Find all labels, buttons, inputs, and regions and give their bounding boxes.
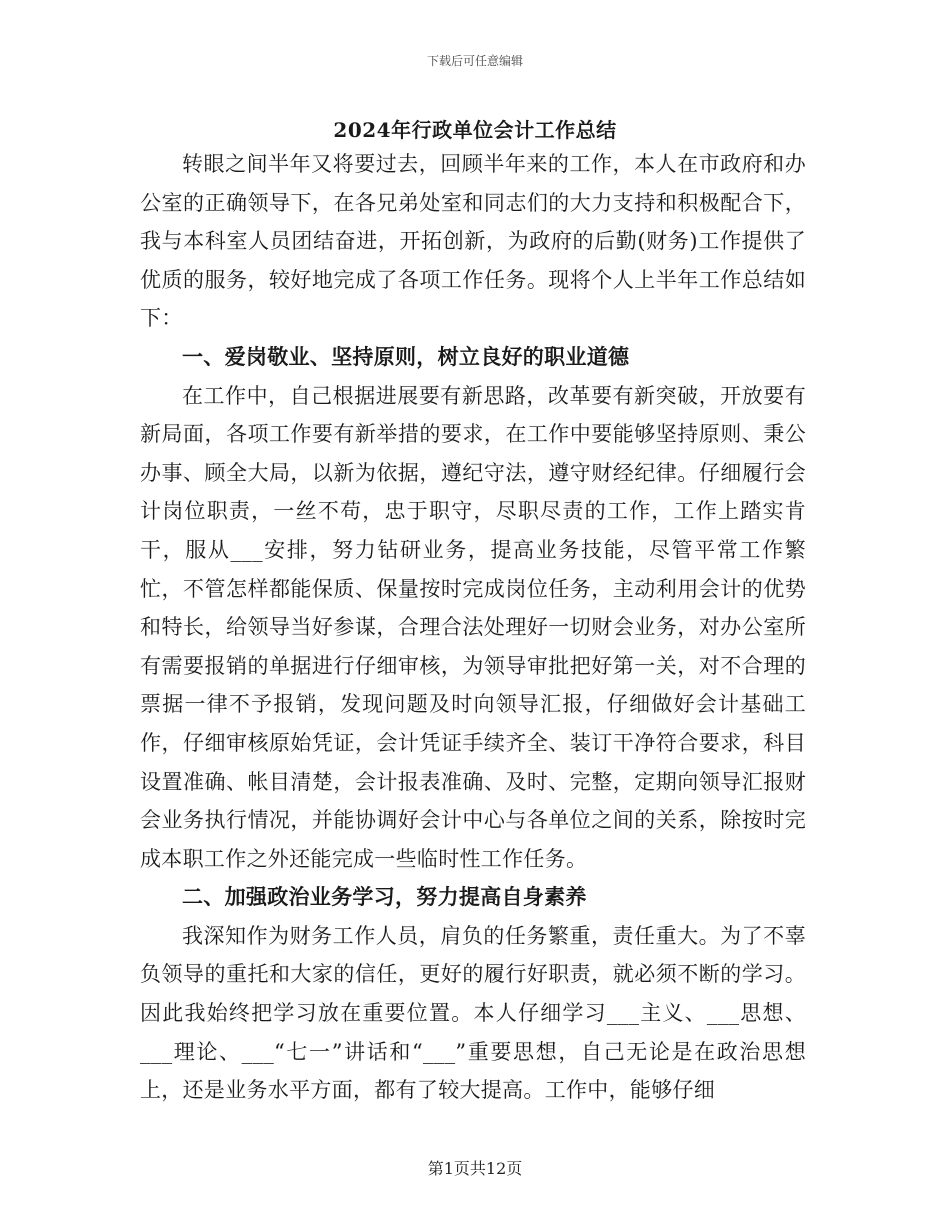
paragraph-intro: 转眼之间半年又将要过去，回顾半年来的工作，本人在市政府和办公室的正确领导下，在各兄弟处室和同志们的大力支持和积极配合下，我与本科室人员团结奋进，开拓创新，为政府的后勤(财务)工作提供了优质的服务，较好地完成了各项工作任务。现将个人上半年工作总结如下： [140,152,806,331]
section-heading-2: 二、加强政治业务学习，努力提高自身素养 [182,884,587,910]
section-heading-1: 一、爱岗敬业、坚持原则，树立良好的职业道德 [182,343,630,369]
document-title: 2024年行政单位会计工作总结 [333,118,617,142]
header-note: 下载后可任意编辑 [426,54,523,68]
page-footer: 第1页共12页 [427,1159,523,1178]
paragraph-section-2: 我深知作为财务工作人员，肩负的任务繁重，责任重大。为了不辜负领导的重托和大家的信任，更好的履行好职责，就必须不断的学习。因此我始终把学习放在重要位置。本人仔细学习___主义、___思想、___理论、___“七一”讲话和“___”重要思想，自己无论是在政治思想上，还是业务水平方面，都有了较大提高。工作中，能够仔细 [140,923,806,1103]
paragraph-section-1: 在工作中，自己根据进展要有新思路，改革要有新突破，开放要有新局面，各项工作要有新举措的要求，在工作中要能够坚持原则、秉公办事、顾全大局，以新为依据，遵纪守法，遵守财经纪律。仔细履行会计岗位职责，一丝不苟，忠于职守，尽职尽责的工作，工作上踏实肯干，服从___安排，努力钻研业务，提高业务技能，尽管平常工作繁忙，不管怎样都能保质、保量按时完成岗位任务，主动利用会计的优势和特长，给领导当好参谋，合理合法处理好一切财会业务，对办公室所有需要报销的单据进行仔细审核，为领导审批把好第一关，对不合理的票据一律不予报销，发现问题及时向领导汇报，仔细做好会计基础工作，仔细审核原始凭证，会计凭证手续齐全、装订干净符合要求，科目设置准确、帐目清楚，会计报表准确、及时、完整，定期向领导汇报财会业务执行情况，并能协调好会计中心与各单位之间的关系，除按时完成本职工作之外还能完成一些临时性工作任务。 [140,383,806,871]
document-body [140,145,806,1110]
